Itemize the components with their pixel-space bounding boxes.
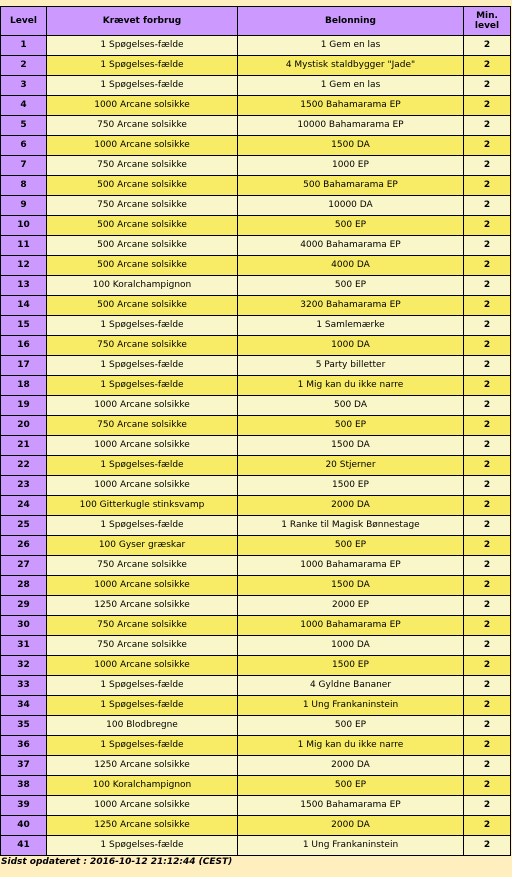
level-cell: 20 — [1, 416, 47, 436]
reward-cell: 1000 DA — [238, 336, 464, 356]
reward-cell: 2000 DA — [238, 756, 464, 776]
reward-cell: 2000 DA — [238, 816, 464, 836]
min-level-cell: 2 — [464, 776, 511, 796]
table-row — [1, 516, 511, 536]
min-level-cell: 2 — [464, 116, 511, 136]
min-level-cell: 2 — [464, 96, 511, 116]
header-reward: Belonning — [238, 7, 464, 36]
cost-cell: 1 Spøgelses-fælde — [47, 56, 238, 76]
table-row — [1, 596, 511, 616]
level-cell: 38 — [1, 776, 47, 796]
reward-cell: 1500 DA — [238, 576, 464, 596]
level-cell: 35 — [1, 716, 47, 736]
cost-cell: 1250 Arcane solsikke — [47, 756, 238, 776]
level-cell: 24 — [1, 496, 47, 516]
level-cell: 16 — [1, 336, 47, 356]
cost-cell: 1 Spøgelses-fælde — [47, 36, 238, 56]
level-cell: 11 — [1, 236, 47, 256]
level-cell: 22 — [1, 456, 47, 476]
min-level-cell: 2 — [464, 416, 511, 436]
min-level-cell: 2 — [464, 216, 511, 236]
cost-cell: 1 Spøgelses-fælde — [47, 516, 238, 536]
cost-cell: 1000 Arcane solsikke — [47, 136, 238, 156]
level-cell: 14 — [1, 296, 47, 316]
table-row — [1, 676, 511, 696]
table-row — [1, 836, 511, 856]
table-row — [1, 216, 511, 236]
level-cell: 36 — [1, 736, 47, 756]
cost-cell: 1 Spøgelses-fælde — [47, 356, 238, 376]
cost-cell: 1 Spøgelses-fælde — [47, 736, 238, 756]
cost-cell: 500 Arcane solsikke — [47, 256, 238, 276]
level-cell: 15 — [1, 316, 47, 336]
reward-cell: 1000 Bahamarama EP — [238, 616, 464, 636]
min-level-cell: 2 — [464, 176, 511, 196]
table-body — [1, 36, 511, 856]
min-level-cell: 2 — [464, 756, 511, 776]
cost-cell: 100 Koralchampignon — [47, 776, 238, 796]
cost-cell: 1 Spøgelses-fælde — [47, 456, 238, 476]
reward-cell: 1500 EP — [238, 476, 464, 496]
table-row — [1, 636, 511, 656]
reward-cell: 1 Ung Frankaninstein — [238, 696, 464, 716]
table-row — [1, 436, 511, 456]
table-row — [1, 56, 511, 76]
table-header-row — [1, 7, 511, 36]
reward-cell: 1000 EP — [238, 156, 464, 176]
cost-cell: 1000 Arcane solsikke — [47, 476, 238, 496]
level-cell: 3 — [1, 76, 47, 96]
reward-cell: 500 Bahamarama EP — [238, 176, 464, 196]
table-row — [1, 196, 511, 216]
table-row — [1, 656, 511, 676]
level-cell: 9 — [1, 196, 47, 216]
cost-cell: 1 Spøgelses-fælde — [47, 836, 238, 856]
reward-cell: 500 EP — [238, 276, 464, 296]
reward-cell: 10000 Bahamarama EP — [238, 116, 464, 136]
reward-cell: 1500 DA — [238, 436, 464, 456]
table-row — [1, 476, 511, 496]
level-cell: 18 — [1, 376, 47, 396]
cost-cell: 500 Arcane solsikke — [47, 216, 238, 236]
level-cell: 33 — [1, 676, 47, 696]
cost-cell: 1000 Arcane solsikke — [47, 96, 238, 116]
table-row — [1, 716, 511, 736]
level-cell: 12 — [1, 256, 47, 276]
table-row — [1, 576, 511, 596]
min-level-cell: 2 — [464, 236, 511, 256]
table-row — [1, 336, 511, 356]
table-row — [1, 756, 511, 776]
level-cell: 26 — [1, 536, 47, 556]
cost-cell: 100 Blodbregne — [47, 716, 238, 736]
reward-cell: 1 Gem en las — [238, 76, 464, 96]
min-level-cell: 2 — [464, 816, 511, 836]
min-level-cell: 2 — [464, 336, 511, 356]
table-row — [1, 156, 511, 176]
min-level-cell: 2 — [464, 636, 511, 656]
header-level: Level — [1, 7, 47, 36]
min-level-cell: 2 — [464, 296, 511, 316]
table-row — [1, 816, 511, 836]
reward-cell: 1500 DA — [238, 136, 464, 156]
reward-cell: 1 Mig kan du ikke narre — [238, 376, 464, 396]
table-row — [1, 536, 511, 556]
min-level-cell: 2 — [464, 356, 511, 376]
level-cell: 5 — [1, 116, 47, 136]
min-level-cell: 2 — [464, 36, 511, 56]
level-cell: 2 — [1, 56, 47, 76]
min-level-cell: 2 — [464, 736, 511, 756]
level-cell: 13 — [1, 276, 47, 296]
cost-cell: 1 Spøgelses-fælde — [47, 316, 238, 336]
min-level-cell: 2 — [464, 676, 511, 696]
level-cell: 29 — [1, 596, 47, 616]
reward-cell: 4 Mystisk staldbygger "Jade" — [238, 56, 464, 76]
min-level-cell: 2 — [464, 256, 511, 276]
cost-cell: 750 Arcane solsikke — [47, 156, 238, 176]
levels-table — [0, 6, 511, 856]
cost-cell: 1 Spøgelses-fælde — [47, 696, 238, 716]
level-cell: 17 — [1, 356, 47, 376]
table-row — [1, 456, 511, 476]
level-cell: 1 — [1, 36, 47, 56]
table-row — [1, 616, 511, 636]
level-cell: 4 — [1, 96, 47, 116]
cost-cell: 1250 Arcane solsikke — [47, 816, 238, 836]
table-row — [1, 496, 511, 516]
min-level-cell: 2 — [464, 156, 511, 176]
table-row — [1, 76, 511, 96]
level-cell: 23 — [1, 476, 47, 496]
min-level-cell: 2 — [464, 376, 511, 396]
cost-cell: 1000 Arcane solsikke — [47, 396, 238, 416]
level-cell: 39 — [1, 796, 47, 816]
table-row — [1, 356, 511, 376]
table-row — [1, 556, 511, 576]
level-cell: 27 — [1, 556, 47, 576]
table-row — [1, 36, 511, 56]
min-level-cell: 2 — [464, 136, 511, 156]
reward-cell: 1500 EP — [238, 656, 464, 676]
reward-cell: 1000 DA — [238, 636, 464, 656]
level-cell: 41 — [1, 836, 47, 856]
cost-cell: 1000 Arcane solsikke — [47, 576, 238, 596]
level-cell: 32 — [1, 656, 47, 676]
reward-cell: 500 DA — [238, 396, 464, 416]
cost-cell: 500 Arcane solsikke — [47, 176, 238, 196]
table-row — [1, 376, 511, 396]
reward-cell: 1 Samlemærke — [238, 316, 464, 336]
table-row — [1, 776, 511, 796]
reward-cell: 1 Gem en las — [238, 36, 464, 56]
min-level-cell: 2 — [464, 196, 511, 216]
table-row — [1, 276, 511, 296]
cost-cell: 750 Arcane solsikke — [47, 116, 238, 136]
reward-cell: 500 EP — [238, 776, 464, 796]
min-level-cell: 2 — [464, 496, 511, 516]
min-level-cell: 2 — [464, 796, 511, 816]
reward-cell: 500 EP — [238, 416, 464, 436]
cost-cell: 1 Spøgelses-fælde — [47, 676, 238, 696]
min-level-cell: 2 — [464, 556, 511, 576]
reward-cell: 20 Stjerner — [238, 456, 464, 476]
reward-cell: 5 Party billetter — [238, 356, 464, 376]
min-level-cell: 2 — [464, 76, 511, 96]
header-cost: Krævet forbrug — [47, 7, 238, 36]
min-level-cell: 2 — [464, 316, 511, 336]
min-level-cell: 2 — [464, 396, 511, 416]
table-row — [1, 396, 511, 416]
cost-cell: 100 Gitterkugle stinksvamp — [47, 496, 238, 516]
min-level-cell: 2 — [464, 56, 511, 76]
min-level-cell: 2 — [464, 276, 511, 296]
cost-cell: 1 Spøgelses-fælde — [47, 76, 238, 96]
reward-cell: 1 Ung Frankaninstein — [238, 836, 464, 856]
table-row — [1, 96, 511, 116]
table-row — [1, 256, 511, 276]
cost-cell: 1000 Arcane solsikke — [47, 796, 238, 816]
cost-cell: 1 Spøgelses-fælde — [47, 376, 238, 396]
table-row — [1, 176, 511, 196]
reward-cell: 1 Ranke til Magisk Bønnestage — [238, 516, 464, 536]
last-updated: Sidst opdateret : 2016-10-12 21:12:44 (CEST) — [1, 857, 233, 867]
reward-cell: 1 Mig kan du ikke narre — [238, 736, 464, 756]
reward-cell: 1500 Bahamarama EP — [238, 796, 464, 816]
cost-cell: 1000 Arcane solsikke — [47, 436, 238, 456]
table-row — [1, 136, 511, 156]
level-cell: 10 — [1, 216, 47, 236]
level-cell: 31 — [1, 636, 47, 656]
reward-cell: 10000 DA — [238, 196, 464, 216]
level-cell: 34 — [1, 696, 47, 716]
level-cell: 7 — [1, 156, 47, 176]
level-cell: 19 — [1, 396, 47, 416]
cost-cell: 1000 Arcane solsikke — [47, 656, 238, 676]
table-row — [1, 696, 511, 716]
level-cell: 37 — [1, 756, 47, 776]
min-level-cell: 2 — [464, 616, 511, 636]
min-level-cell: 2 — [464, 596, 511, 616]
min-level-cell: 2 — [464, 716, 511, 736]
reward-cell: 500 EP — [238, 536, 464, 556]
cost-cell: 100 Koralchampignon — [47, 276, 238, 296]
level-cell: 6 — [1, 136, 47, 156]
table-row — [1, 296, 511, 316]
level-cell: 40 — [1, 816, 47, 836]
reward-cell: 2000 DA — [238, 496, 464, 516]
table-row — [1, 796, 511, 816]
table-row — [1, 236, 511, 256]
reward-cell: 500 EP — [238, 716, 464, 736]
table-row — [1, 736, 511, 756]
level-cell: 25 — [1, 516, 47, 536]
cost-cell: 750 Arcane solsikke — [47, 196, 238, 216]
level-cell: 30 — [1, 616, 47, 636]
level-cell: 28 — [1, 576, 47, 596]
table-row — [1, 416, 511, 436]
cost-cell: 100 Gyser græskar — [47, 536, 238, 556]
reward-cell: 2000 EP — [238, 596, 464, 616]
level-cell: 8 — [1, 176, 47, 196]
cost-cell: 750 Arcane solsikke — [47, 336, 238, 356]
table-row — [1, 116, 511, 136]
min-level-cell: 2 — [464, 536, 511, 556]
min-level-cell: 2 — [464, 836, 511, 856]
min-level-cell: 2 — [464, 576, 511, 596]
cost-cell: 500 Arcane solsikke — [47, 296, 238, 316]
reward-cell: 1000 Bahamarama EP — [238, 556, 464, 576]
cost-cell: 750 Arcane solsikke — [47, 416, 238, 436]
min-level-cell: 2 — [464, 436, 511, 456]
header-min-level: Min. level — [464, 7, 511, 36]
cost-cell: 750 Arcane solsikke — [47, 616, 238, 636]
min-level-cell: 2 — [464, 456, 511, 476]
reward-cell: 1500 Bahamarama EP — [238, 96, 464, 116]
min-level-cell: 2 — [464, 696, 511, 716]
reward-cell: 3200 Bahamarama EP — [238, 296, 464, 316]
cost-cell: 1250 Arcane solsikke — [47, 596, 238, 616]
cost-cell: 500 Arcane solsikke — [47, 236, 238, 256]
cost-cell: 750 Arcane solsikke — [47, 556, 238, 576]
reward-cell: 4000 DA — [238, 256, 464, 276]
reward-cell: 4000 Bahamarama EP — [238, 236, 464, 256]
table-row — [1, 316, 511, 336]
reward-cell: 4 Gyldne Bananer — [238, 676, 464, 696]
min-level-cell: 2 — [464, 476, 511, 496]
min-level-cell: 2 — [464, 656, 511, 676]
reward-cell: 500 EP — [238, 216, 464, 236]
cost-cell: 750 Arcane solsikke — [47, 636, 238, 656]
level-cell: 21 — [1, 436, 47, 456]
min-level-cell: 2 — [464, 516, 511, 536]
